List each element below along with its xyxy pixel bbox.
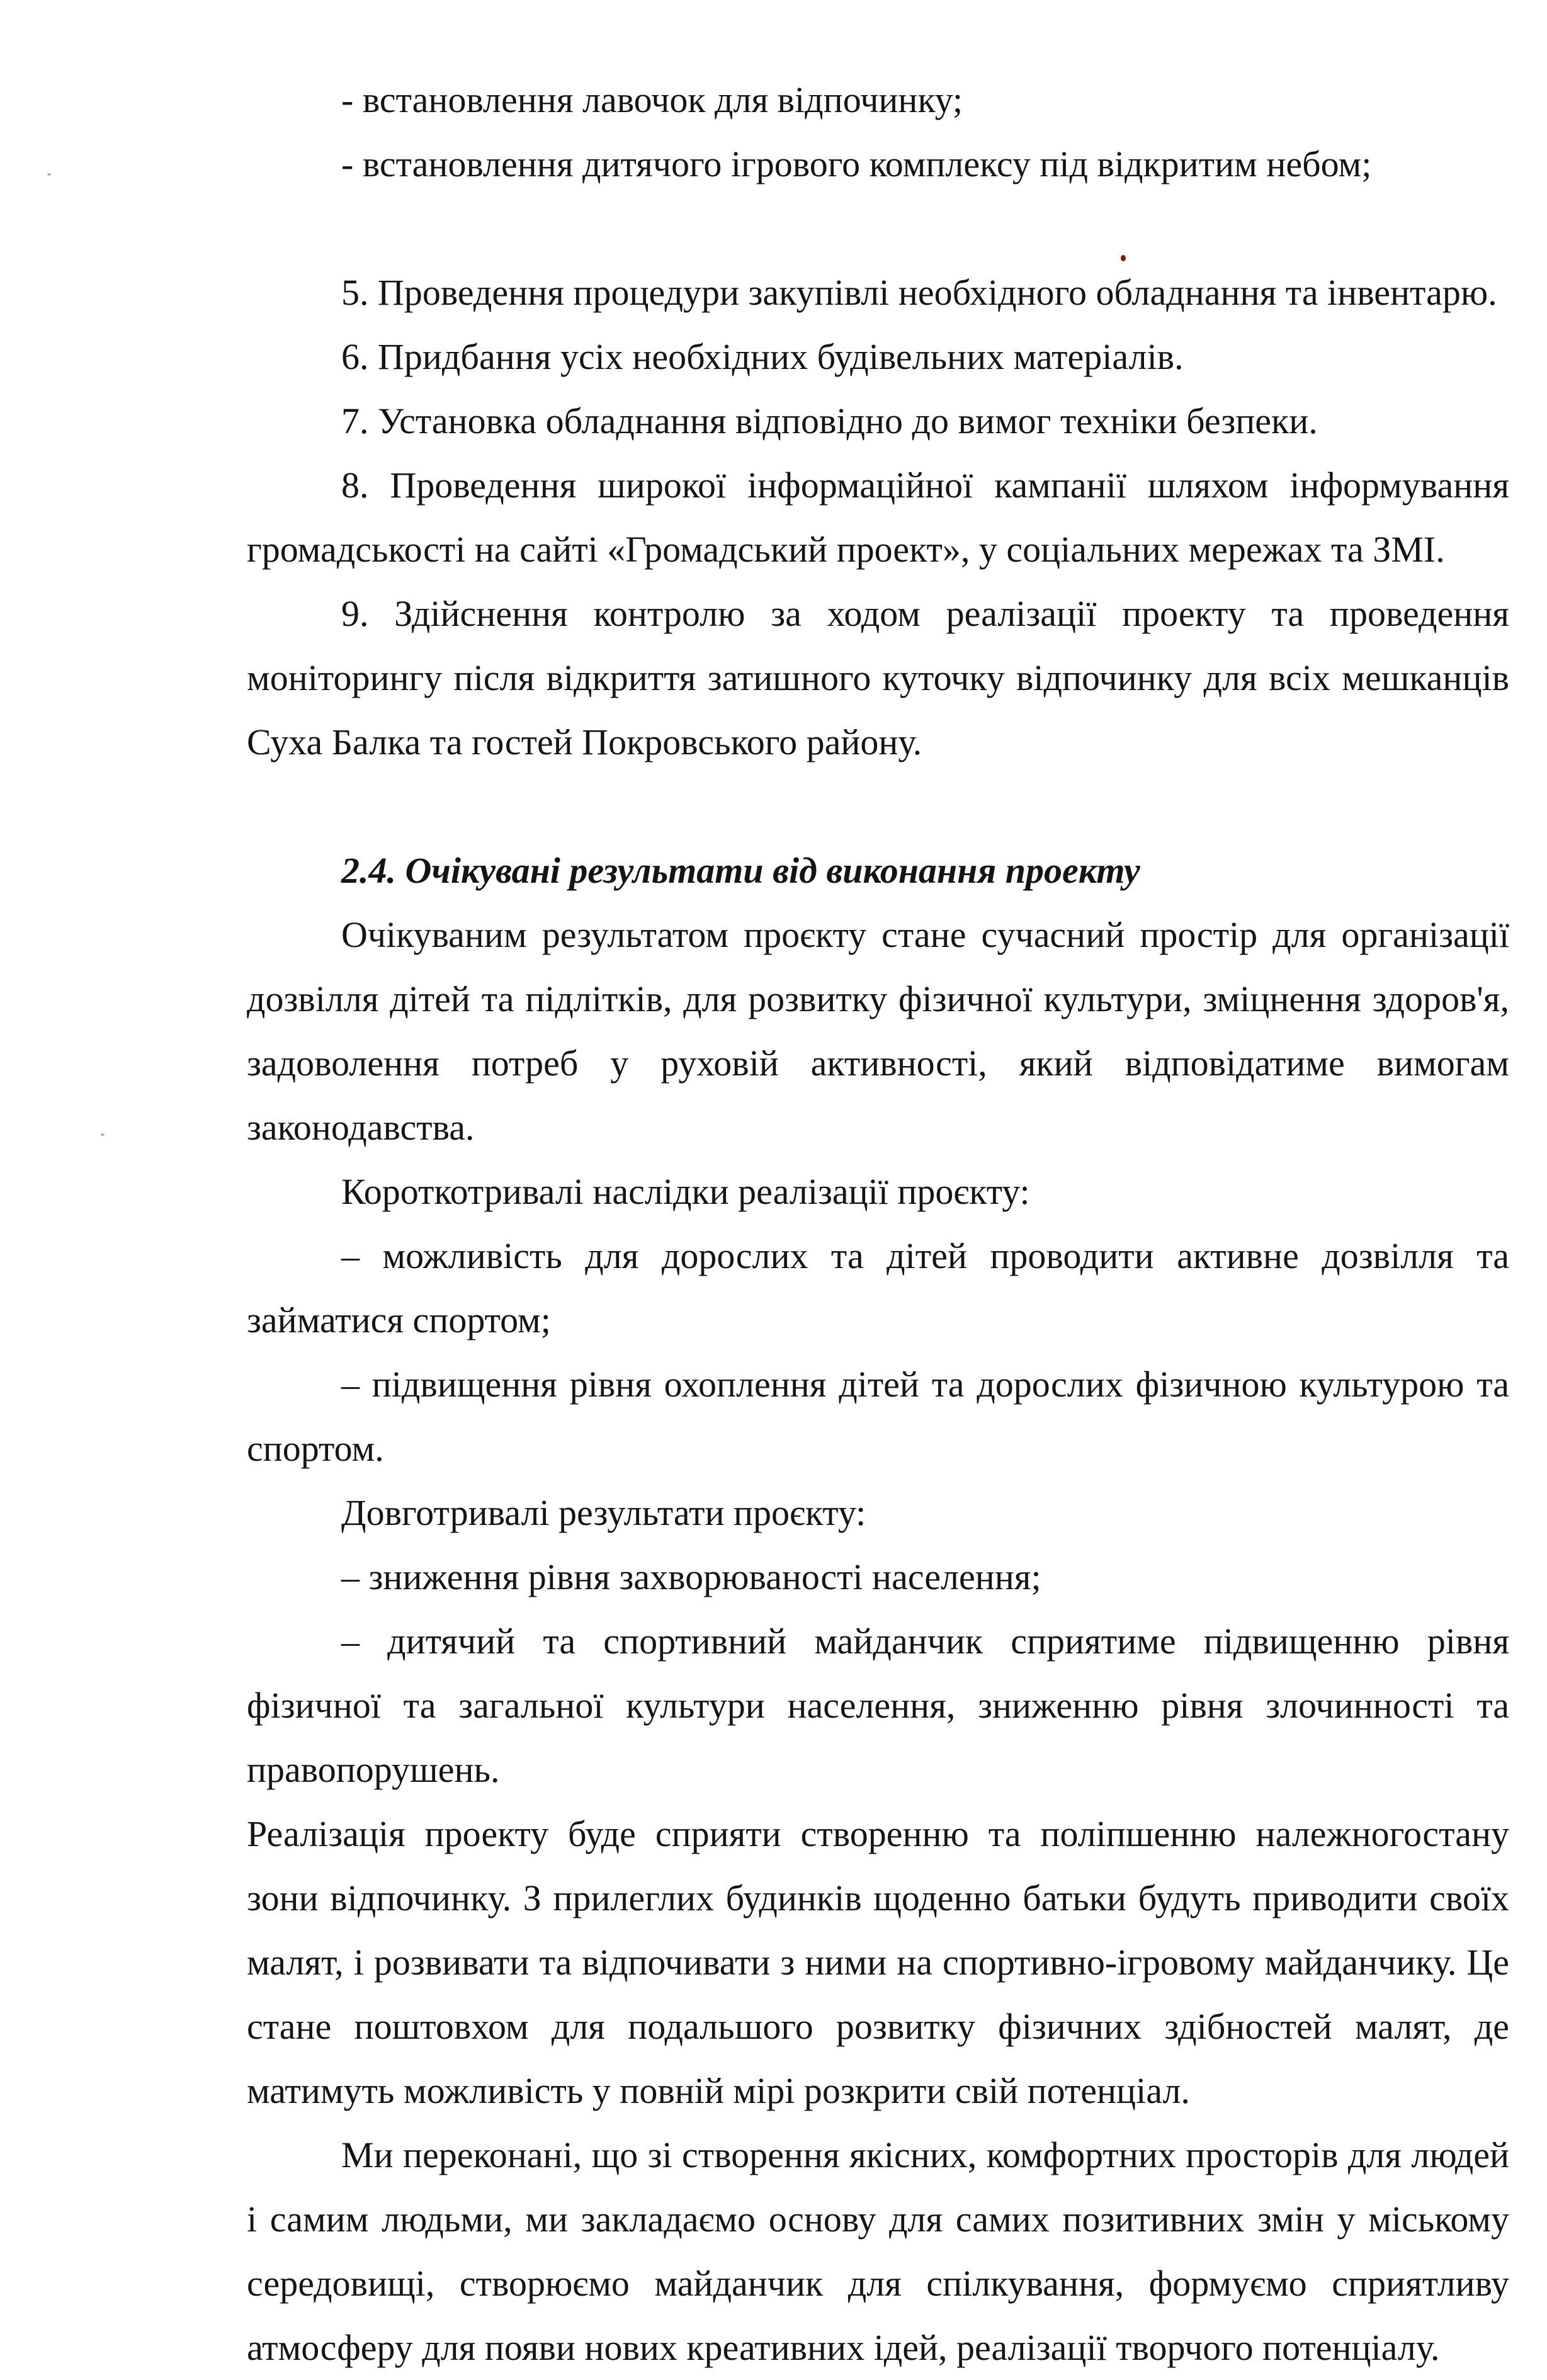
step-6: 6. Придбання усіх необхідних будівельних матеріалів. bbox=[341, 336, 1184, 377]
spacer bbox=[247, 196, 1509, 261]
bullet-benches: - встановлення лавочок для відпочинку; bbox=[341, 79, 963, 120]
long-term-item: – зниження рівня захворюваності населення; bbox=[341, 1556, 1041, 1597]
closing-paragraph: Ми переконані, що зі створення якісних, комфортних просторів для людей і самим людьми, ми закладаємо основу для самих позитивних змін у міському середовищі, створюємо майданчик для спілкування, формуємо сприятливу атмосферу для появи нових креативних ідей, реалізації творчого потенціалу. bbox=[247, 2134, 1509, 2368]
document-page bbox=[247, 68, 1509, 2380]
section-heading: 2.4. Очікувані результати від виконання проекту bbox=[341, 850, 1140, 891]
scan-dot bbox=[101, 1133, 105, 1136]
step-8: 8. Проведення широкої інформаційної кампанії шляхом інформування громадськості на сайті «Громадський проект», у соціальних мережах та ЗМІ. bbox=[247, 465, 1509, 570]
step-7: 7. Установка обладнання відповідно до вимог техніки безпеки. bbox=[341, 400, 1318, 441]
bullet-playground: - встановлення дитячого ігрового комплексу під відкритим небом; bbox=[341, 144, 1372, 184]
implementation-paragraph: Реалізація проекту буде сприяти створенню та поліпшенню належногостану зони відпочинку. З прилеглих будинків щоденно батьки будуть приводити своїх малят, і розвивати та відпочивати з ними на спортивно-ігровому майданчику. Це стане поштовхом для подальшого розвитку фізичних здібностей малят, де матимуть можливість у повній мірі розкрити свій потенціал. bbox=[247, 1813, 1509, 2111]
spacer bbox=[247, 774, 1509, 839]
long-term-label: Довготривалі результати проєкту: bbox=[341, 1492, 866, 1533]
step-9: 9. Здійснення контролю за ходом реалізації проекту та проведення моніторингу після відкриття затишного куточку відпочинку для всіх мешканців Суха Балка та гостей Покровського району. bbox=[247, 593, 1509, 762]
long-term-item: – дитячий та спортивний майданчик сприятиме підвищенню рівня фізичної та загальної культури населення, зниженню рівня злочинності та правопорушень. bbox=[247, 1621, 1509, 1790]
short-term-item: – підвищення рівня охоплення дітей та дорослих фізичною культурою та спортом. bbox=[247, 1364, 1509, 1469]
short-term-item: – можливість для дорослих та дітей проводити активне дозвілля та займатися спортом; bbox=[247, 1235, 1509, 1340]
intro-paragraph: Очікуваним результатом проєкту стане сучасний простір для організації дозвілля дітей та підлітків, для розвитку фізичної культури, зміцнення здоров'я, задоволення потреб у руховій активності, який відповідатиме вимогам законодавства. bbox=[247, 914, 1509, 1148]
short-term-label: Короткотривалі наслідки реалізації проєкту: bbox=[341, 1171, 1030, 1212]
step-5: 5. Проведення процедури закупівлі необхідного обладнання та інвентарю. bbox=[341, 272, 1497, 313]
scan-dot bbox=[47, 173, 51, 176]
ink-speck bbox=[1121, 255, 1126, 261]
